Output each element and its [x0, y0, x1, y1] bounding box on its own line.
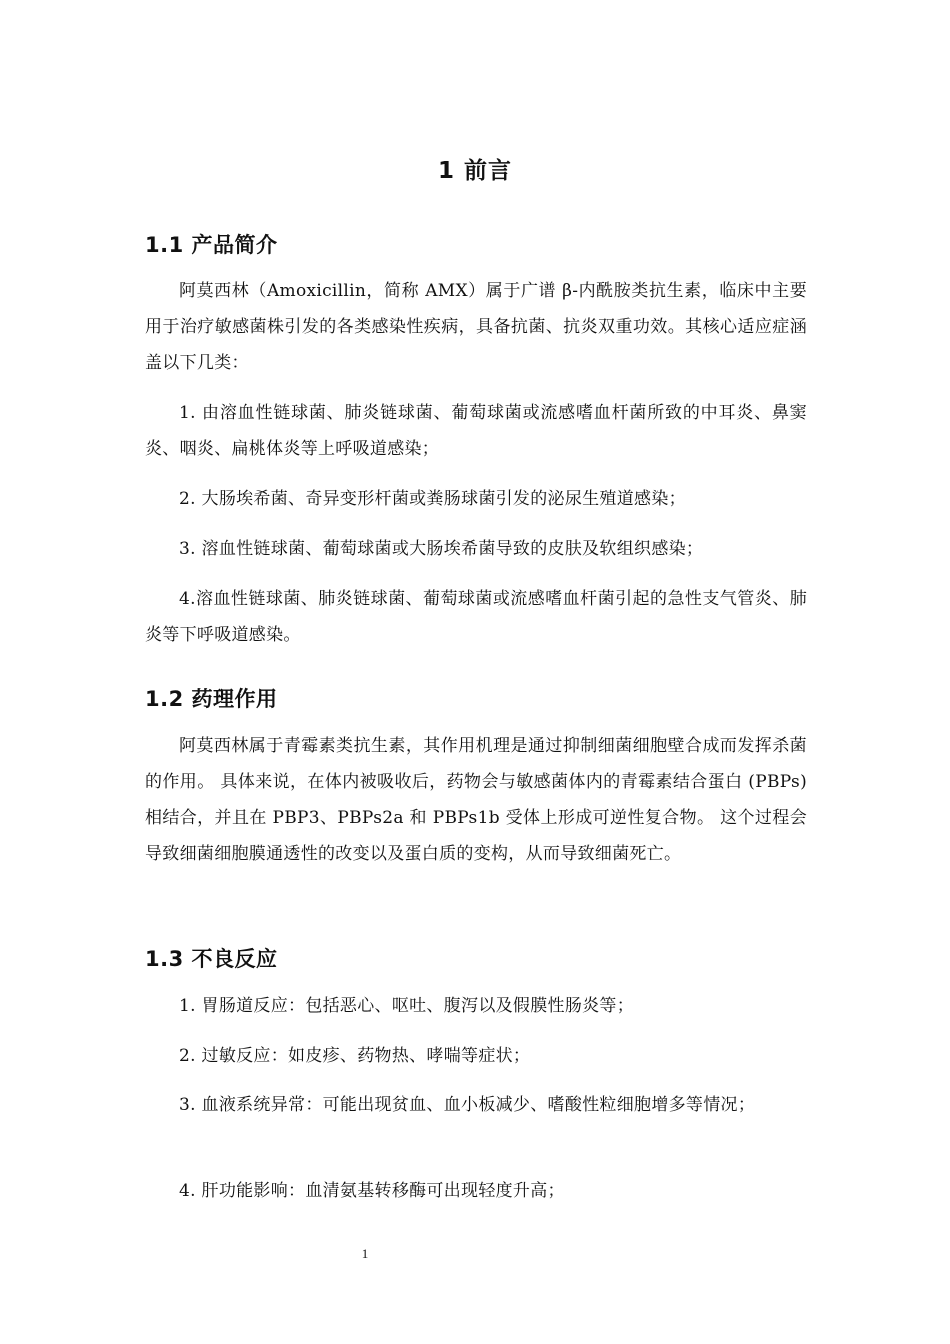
paragraph-pharmacology: 阿莫西林属于青霉素类抗生素，其作用机理是通过抑制细菌细胞壁合成而发挥杀菌的作用。 具体来说，在体内被吸收后，药物会与敏感菌体内的青霉素结合蛋白 (PBPs)相结合，并且在 PBP3、PBPs2a 和 PBPs1b 受体上形成可逆性复合物。 这个过程会导致细菌细胞膜通透性的改变以及蛋白质的变构，从而导致细菌死亡。 [145, 736, 807, 864]
list-item-adverse-2: 2. 过敏反应：如皮疹、药物热、哮喘等症状； [179, 1046, 531, 1066]
page-number: 1 [361, 1246, 369, 1261]
list-item-indication-3: 3. 溶血性链球菌、葡萄球菌或大肠埃希菌导致的皮肤及软组织感染； [179, 539, 704, 559]
list-item-adverse-3: 3. 血液系统异常：可能出现贫血、血小板减少、嗜酸性粒细胞增多等情况； [179, 1095, 756, 1115]
list-item-indication-4: 4.溶血性链球菌、肺炎链球菌、葡萄球菌或流感嗜血杆菌引起的急性支气管炎、肺炎等下呼吸道感染。 [145, 589, 807, 645]
paragraph-product-intro: 阿莫西林（Amoxicillin，简称 AMX）属于广谱 β-内酰胺类抗生素，临床中主要用于治疗敏感菌株引发的各类感染性疾病，具备抗菌、抗炎双重功效。其核心适应症涵盖以下几类： [145, 281, 807, 373]
list-item-adverse-4: 4. 肝功能影响：血清氨基转移酶可出现轻度升高； [179, 1181, 565, 1201]
chapter-title: 1 前言 [437, 158, 512, 184]
list-item-adverse-1: 1. 胃肠道反应：包括恶心、呕吐、腹泻以及假膜性肠炎等； [179, 996, 635, 1016]
section-heading-product-intro: 1.1 产品简介 [145, 233, 278, 257]
list-item-indication-1: 1. 由溶血性链球菌、肺炎链球菌、葡萄球菌或流感嗜血杆菌所致的中耳炎、鼻窦炎、咽炎、扁桃体炎等上呼吸道感染； [145, 403, 807, 459]
section-heading-adverse-reactions: 1.3 不良反应 [145, 947, 278, 971]
section-heading-pharmacology: 1.2 药理作用 [145, 687, 278, 711]
list-item-indication-2: 2. 大肠埃希菌、奇异变形杆菌或粪肠球菌引发的泌尿生殖道感染； [179, 489, 686, 509]
